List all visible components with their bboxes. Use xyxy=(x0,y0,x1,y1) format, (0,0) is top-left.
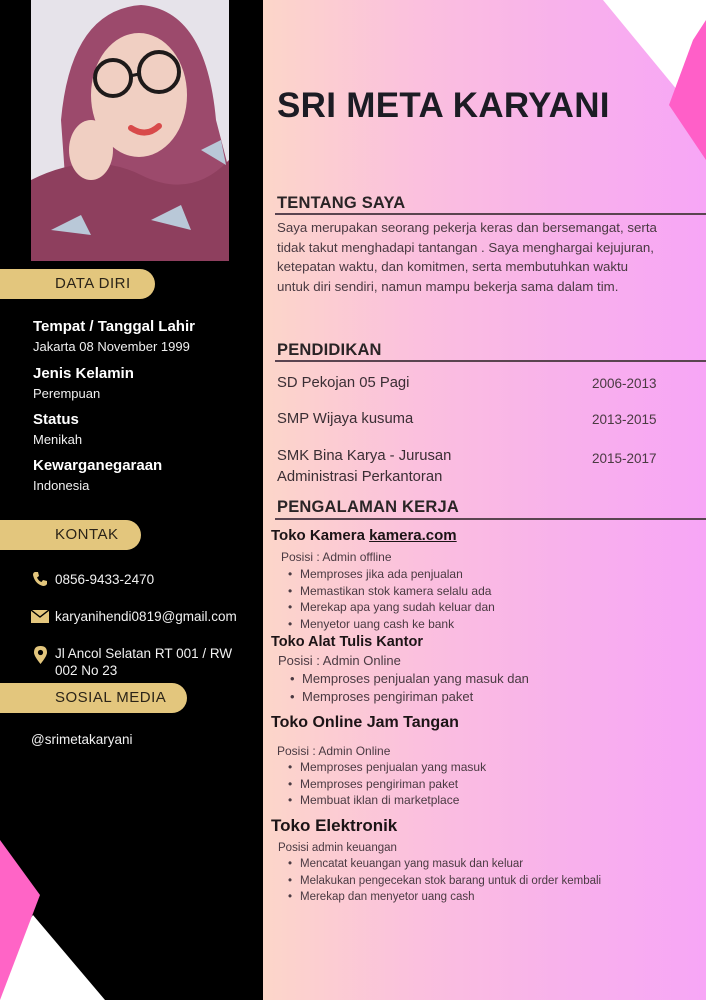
job-task: • Memproses pengiriman paket xyxy=(288,776,486,793)
data-diri-header xyxy=(0,269,155,299)
about-header: TENTANG SAYA xyxy=(277,194,406,212)
gender-value: Perempuan xyxy=(33,386,101,401)
job-task: • Melakukan pengecekan stok barang untuk di order kembali xyxy=(288,873,601,890)
job-position: Posisi : Admin Online xyxy=(278,653,401,668)
email-value[interactable]: karyanihendi0819@gmail.com xyxy=(55,609,237,624)
mail-icon xyxy=(31,608,49,624)
job-task: • Memproses penjualan yang masuk dan xyxy=(290,670,529,688)
citizenship-field xyxy=(33,457,162,495)
experience-divider xyxy=(275,518,706,520)
job-task: • Mencatat keuangan yang masuk dan keluar xyxy=(288,856,601,873)
job-task: • Merekap apa yang sudah keluar dan xyxy=(288,599,495,616)
status-value: Menikah xyxy=(33,432,83,447)
profile-photo xyxy=(31,0,229,261)
job-task: • Membuat iklan di marketplace xyxy=(288,792,486,809)
job-company: Toko Elektronik xyxy=(271,816,398,835)
company-name: Toko Kamera xyxy=(271,527,365,544)
address-line-1: Jl Ancol Selatan RT 001 / RW xyxy=(55,646,233,661)
portrait-illustration xyxy=(31,0,229,261)
decorative-shapes-bottom-left xyxy=(0,760,263,1000)
citizenship-value: Indonesia xyxy=(33,478,90,493)
job-task: • Memproses penjualan yang masuk xyxy=(288,759,486,776)
contact-email xyxy=(31,608,237,625)
birth-label: Tempat / Tanggal Lahir xyxy=(33,318,195,335)
gender-label: Jenis Kelamin xyxy=(33,365,134,382)
job-task-list xyxy=(290,670,529,706)
experience-header: PENGALAMAN KERJA xyxy=(277,498,459,516)
kontak-header-label: KONTAK xyxy=(55,526,119,543)
job-company xyxy=(271,526,495,546)
school-years: 2006-2013 xyxy=(592,376,657,391)
job-position: Posisi : Admin Online xyxy=(277,744,391,758)
about-text xyxy=(277,218,705,296)
job-task: • Memproses jika ada penjualan xyxy=(288,566,495,583)
birth-value: Jakarta 08 November 1999 xyxy=(33,339,190,354)
about-line-1: Saya merupakan seorang pekerja keras dan bersemangat, serta xyxy=(277,220,657,235)
company-link[interactable]: kamera.com xyxy=(369,527,457,544)
citizenship-label: Kewarganegaraan xyxy=(33,457,163,474)
education-header: PENDIDIKAN xyxy=(277,341,382,359)
phone-icon xyxy=(31,571,49,587)
full-name: SRI META KARYANI xyxy=(277,86,610,125)
contact-phone xyxy=(31,571,154,588)
job-task-list xyxy=(288,566,495,632)
school-name xyxy=(277,446,527,488)
job-task-list xyxy=(288,759,486,809)
job-position: Posisi admin keuangan xyxy=(278,842,397,854)
job-entry xyxy=(271,815,601,906)
address-value xyxy=(55,645,232,679)
main-content xyxy=(263,0,706,1000)
sosial-media-header-label: SOSIAL MEDIA xyxy=(55,689,167,706)
job-task: • Merekap dan menyetor uang cash xyxy=(288,889,601,906)
school-name: SD Pekojan 05 Pagi xyxy=(277,375,410,391)
job-task-list xyxy=(288,856,601,906)
location-pin-icon xyxy=(31,645,49,665)
kontak-header xyxy=(0,520,141,550)
education-divider xyxy=(275,360,706,362)
school-name-line-2: Administrasi Perkantoran xyxy=(277,469,443,485)
gender-field xyxy=(33,365,134,403)
school-years: 2015-2017 xyxy=(592,451,657,466)
social-handle[interactable]: @srimetakaryani xyxy=(31,732,133,747)
school-name: SMP Wijaya kusuma xyxy=(277,411,414,427)
data-diri-header-label: DATA DIRI xyxy=(55,275,131,292)
school-years: 2013-2015 xyxy=(592,412,657,427)
job-task: • Memastikan stok kamera selalu ada xyxy=(288,583,495,600)
about-line-2: tidak takut menghadapi tantangan . Saya menghargai kejujuran, xyxy=(277,239,655,255)
about-line-4: untuk diri sendiri, namun mampu bekerja sama dalam tim. xyxy=(277,278,619,294)
contact-address xyxy=(31,645,232,679)
job-company: Toko Online Jam Tangan xyxy=(271,714,459,731)
about-line-3: ketepatan waktu, dan komitmen, serta membutuhkan waktu xyxy=(277,259,629,274)
school-name-line-1: SMK Bina Karya - Jurusan xyxy=(277,448,452,464)
birth-field xyxy=(33,318,195,356)
address-line-2: 002 No 23 xyxy=(55,663,118,678)
job-company: Toko Alat Tulis Kantor xyxy=(271,634,423,650)
job-position: Posisi : Admin offline xyxy=(281,550,392,564)
status-label: Status xyxy=(33,411,79,428)
job-task: • Memproses pengiriman paket xyxy=(290,688,529,706)
status-field xyxy=(33,411,82,449)
sosial-media-header xyxy=(0,683,187,713)
sidebar xyxy=(0,0,263,1000)
job-entry xyxy=(271,712,486,809)
job-entry xyxy=(271,632,529,706)
phone-value[interactable]: 0856-9433-2470 xyxy=(55,572,155,587)
job-entry xyxy=(271,526,495,632)
job-task: • Menyetor uang cash ke bank xyxy=(288,616,495,633)
about-divider xyxy=(275,213,706,215)
